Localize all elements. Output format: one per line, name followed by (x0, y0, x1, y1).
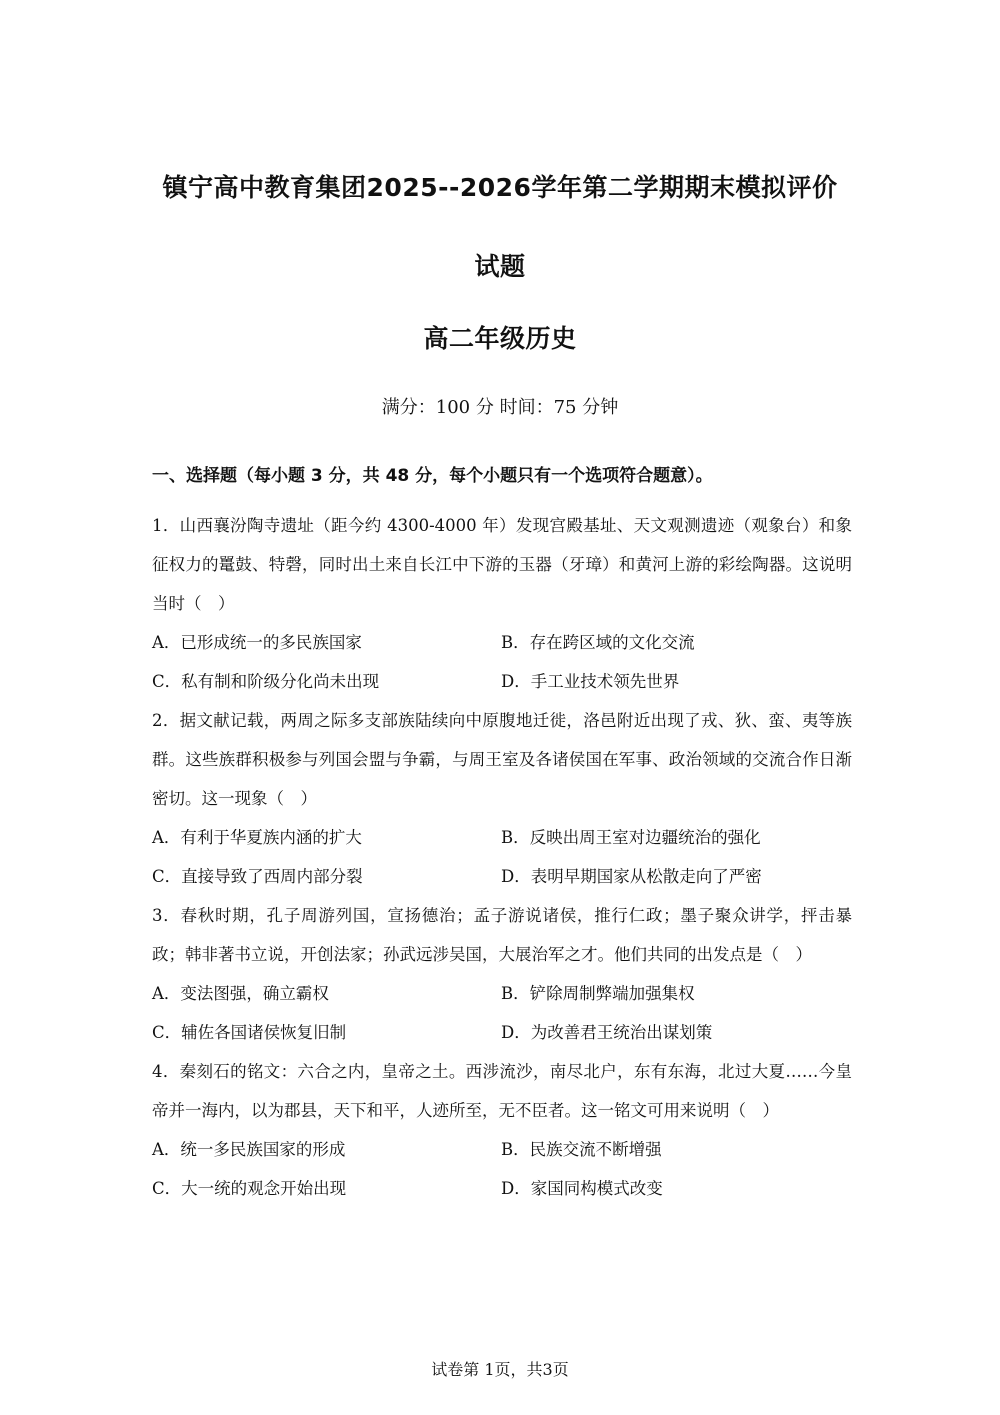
question-list (152, 506, 852, 1208)
options-row (152, 974, 852, 1013)
option-a: A．统一多民族国家的形成 (152, 1140, 346, 1159)
option-d: D．手工业技术领先世界 (501, 672, 680, 691)
options-row (152, 662, 852, 701)
option-d: D．家国同构模式改变 (501, 1179, 663, 1198)
option-c: C．直接导致了西周内部分裂 (152, 867, 363, 886)
option-c: C．私有制和阶级分化尚未出现 (152, 672, 380, 691)
options-row (152, 623, 852, 662)
page-footer: 试卷第 1页，共3页 (431, 1360, 569, 1379)
option-b: B．民族交流不断增强 (501, 1140, 662, 1159)
exam-title-line1: 镇宁高中教育集团2025--2026学年第二学期期末模拟评价 (162, 173, 838, 202)
options-row (152, 857, 852, 896)
options-row (152, 818, 852, 857)
option-b: B．铲除周制弊端加强集权 (501, 984, 695, 1003)
question-text: 4．秦刻石的铭文：六合之内，皇帝之土。西涉流沙，南尽北户，东有东海，北过大夏……今皇帝并一海内，以为郡县，天下和平，人迹所至，无不臣者。这一铭文可用来说明（ ） (152, 1062, 852, 1120)
exam-subject: 高二年级历史 (423, 324, 577, 353)
question-1 (152, 506, 852, 701)
question-3 (152, 896, 852, 1052)
option-a: A．已形成统一的多民族国家 (152, 633, 362, 652)
question-text: 3．春秋时期，孔子周游列国，宣扬德治；孟子游说诸侯，推行仁政；墨子聚众讲学，抨击暴政；韩非著书立说，开创法家；孙武远涉吴国，大展治军之才。他们共同的出发点是（ ） (152, 906, 852, 964)
question-2 (152, 701, 852, 896)
option-b: B．存在跨区域的文化交流 (501, 633, 695, 652)
options-row (152, 1169, 852, 1208)
score-time-info: 满分：100 分 时间：75 分钟 (381, 397, 619, 418)
section-heading: 一、选择题（每小题 3 分，共 48 分，每个小题只有一个选项符合题意）。 (152, 466, 713, 486)
options-row (152, 1130, 852, 1169)
question-4 (152, 1052, 852, 1208)
option-a: A．有利于华夏族内涵的扩大 (152, 828, 362, 847)
option-b: B．反映出周王室对边疆统治的强化 (501, 828, 761, 847)
option-c: C．大一统的观念开始出现 (152, 1179, 347, 1198)
option-c: C．辅佐各国诸侯恢复旧制 (152, 1023, 347, 1042)
options-row (152, 1013, 852, 1052)
exam-title-line2: 试题 (474, 252, 526, 281)
question-text: 1．山西襄汾陶寺遗址（距今约 4300-4000 年）发现宫殿基址、天文观测遗迹（观象台）和象征权力的鼍鼓、特磬，同时出土来自长江中下游的玉器（牙璋）和黄河上游的彩绘陶器。这说明当时（ ） (152, 516, 852, 613)
option-d: D．表明早期国家从松散走向了严密 (501, 867, 762, 886)
option-a: A．变法图强，确立霸权 (152, 984, 329, 1003)
question-text: 2．据文献记载，两周之际多支部族陆续向中原腹地迁徙，洛邑附近出现了戎、狄、蛮、夷等族群。这些族群积极参与列国会盟与争霸，与周王室及各诸侯国在军事、政治领域的交流合作日渐密切。这一现象（ ） (152, 711, 852, 808)
option-d: D．为改善君王统治出谋划策 (501, 1023, 713, 1042)
